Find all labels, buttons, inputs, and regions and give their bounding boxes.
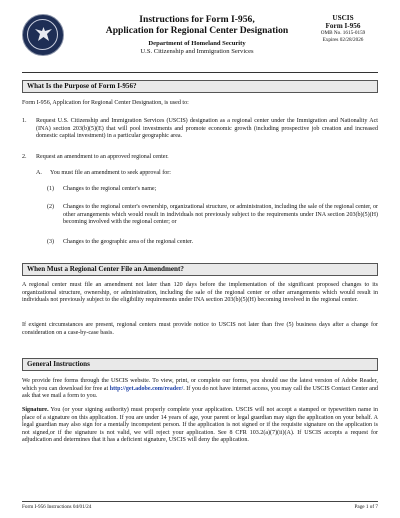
purpose-sub-2: Changes to the regional center's ownership, organizational structure, or administration, including the sale of the regional center, or other arrangements which would result in individuals not previously subject to the requirements under INA section 203(b)(5)(H) becoming involved with the regional center; or — [63, 204, 378, 226]
form-title-line1: Instructions for Form I-956, — [139, 14, 255, 25]
form-title-line2: Application for Regional Center Designation — [105, 25, 289, 36]
omb-number: OMB No. 1615-0159 — [320, 30, 366, 36]
footer-form-edition: Form I-956 Instructions 04/01/24 — [22, 504, 92, 510]
expiration-date: Expires 02/28/2026 — [322, 36, 364, 43]
purpose-item-1: Request U.S. Citizenship and Immigration Services (USCIS) designation as a regional center under the Immigration and Nationality Act (INA) section 203(b)(5)(E) that will pool investments and promote economic growth (including prospective job creation and increased domestic capital investment) in a particular geographic area. — [36, 118, 378, 140]
signature-paragraph: Signature. You (or your signing authority) must properly complete your application. USCIS will not accept a stamped or typewritten name in place of a signature on this application. If you are under 14 years of age, your parent or legal guardian may sign the application on your behalf. A legal guardian may also sign for a mentally incompetent person. If the application is not signed or if the requisite signature on the application is not signed,or if the signature is not valid, we will reject your application. See 8 CFR 103.2(a)(7)(ii)(A). If USCIS accepts a request for adjudication and determines that it has a deficient signature, USCIS will deny the application. — [22, 407, 378, 444]
purpose-item-2a: You must file an amendment to seek approval for: — [50, 170, 171, 176]
adobe-reader-link[interactable]: http://get.adobe.com/reader/ — [109, 385, 184, 392]
general-paragraph-1: We provide free forms through the USCIS website. To view, print, or complete our forms, you should use the latest version of Adobe Reader, which you can download for free at http://get.adobe.com/reader/. If you do not have internet access, you may call the USCIS Contact Center and ask that we mail a form to you. — [22, 378, 378, 400]
purpose-intro: Form I-956, Application for Regional Center Designation, is used to: — [22, 100, 189, 106]
eagle-icon — [34, 26, 53, 43]
title-block — [82, 14, 312, 55]
form-number: Form I-956 — [325, 22, 361, 30]
purpose-sub-3: Changes to the geographic area of the regional center. — [63, 239, 194, 245]
header-divider — [22, 72, 378, 73]
sub-number-3: (3) — [47, 239, 55, 245]
list-number-1: 1. — [22, 118, 27, 124]
amendment-paragraph-2: If exigent circumstances are present, regional centers must provide notice to USCIS not later than five (5) business days after a change for consideration on a case-by-case basis. — [22, 322, 378, 336]
form-agency: USCIS — [332, 14, 354, 22]
footer-page-number: Page 1 of 7 — [354, 504, 378, 510]
sub-number-2: (2) — [47, 204, 55, 210]
section-heading-amendment: When Must a Regional Center File an Amendment? — [22, 263, 378, 276]
purpose-item-2: Request an amendment to an approved regional center. — [36, 154, 169, 160]
sub-number-1: (1) — [47, 186, 55, 192]
agency-name: Department of Homeland Security — [148, 40, 246, 47]
sub-agency-name: U.S. Citizenship and Immigration Services — [140, 48, 254, 55]
dhs-seal-icon — [22, 14, 64, 56]
list-letter-a: A. — [36, 170, 42, 176]
amendment-paragraph-1: A regional center must file an amendment not later than 120 days before the implementation of the significant proposed changes to its organizational structure, ownership, or administration, including the sale of the regional center or other arrangements which would result in individuals not previously subject to the eligibility requirements under INA section 203(b)(5)(H) becoming involved in the regional center. — [22, 282, 378, 304]
section-heading-purpose: What Is the Purpose of Form I-956? — [22, 80, 378, 93]
form-header — [22, 14, 378, 72]
footer-divider — [22, 501, 378, 502]
section-heading-general: General Instructions — [22, 358, 378, 371]
form-info-block — [308, 14, 378, 43]
purpose-sub-1: Changes to the regional center's name; — [63, 186, 157, 192]
list-number-2: 2. — [22, 154, 27, 160]
signature-label: Signature. — [22, 407, 49, 413]
